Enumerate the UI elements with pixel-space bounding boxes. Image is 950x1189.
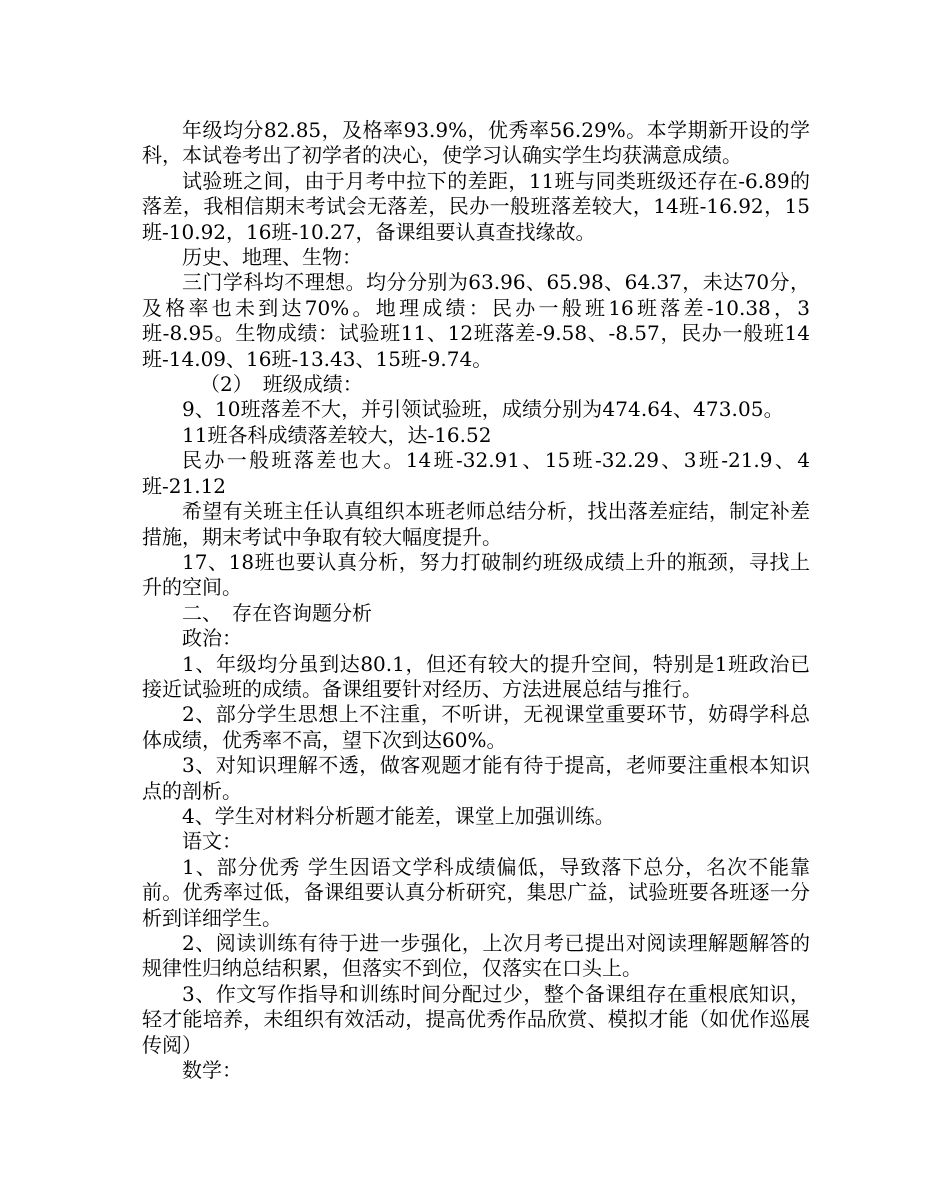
paragraph-politics-3: 3、对知识理解不透，做客观题才能有待于提高，老师要注重根本知识点的剖析。	[142, 753, 810, 803]
heading-math: 数学：	[182, 1058, 242, 1083]
document-body	[142, 118, 810, 1083]
heading-chinese: 语文：	[182, 829, 242, 854]
paragraph-private-classes: 民办一般班落差也大。14班-32.91、15班-32.29、3班-21.9、4班-21.12	[142, 448, 810, 498]
paragraph-experimental-class-gap: 试验班之间，由于月考中拉下的差距，11班与同类班级还存在-6.89的落差，我相信期末考试会无落差，民办一般班落差较大，14班-16.92，15班-10.92，16班-10.27，备课组要认真查找缘故。	[142, 168, 810, 244]
paragraph-chinese-3: 3、作文写作指导和训练时间分配过少，整个备课组存在重根底知识，轻才能培养，未组织有效活动，提高优秀作品欣赏、模拟才能（如优作巡展传阅）	[142, 981, 810, 1057]
paragraph-head-teachers: 希望有关班主任认真组织本班老师总结分析，找出落差症结，制定补差措施，期末考试中争取有较大幅度提升。	[142, 499, 810, 549]
paragraph-politics-2: 2、部分学生思想上不注重，不听讲，无视课堂重要环节，妨碍学科总体成绩，优秀率不高，望下次到达60%。	[142, 702, 810, 752]
paragraph-politics-4: 4、学生对材料分析题才能差，课堂上加强训练。	[182, 803, 615, 828]
paragraph-class-11: 11班各科成绩落差较大，达-16.52	[182, 422, 492, 447]
paragraph-grade-average: 年级均分82.85，及格率93.9%，优秀率56.29%。本学期新开设的学科，本试卷考出了初学者的决心，使学习认确实学生均获满意成绩。	[142, 118, 810, 168]
paragraph-class-17-18: 17、18班也要认真分析，努力打破制约班级成绩上升的瓶颈，寻找上升的空间。	[142, 549, 810, 600]
paragraph-chinese-2: 2、阅读训练有待于进一步强化，上次月考已提出对阅读理解题解答的规律性归纳总结积累，但落实不到位，仅落实在口头上。	[142, 931, 810, 981]
heading-problem-analysis: 二、 存在咨询题分析	[182, 600, 372, 625]
heading-politics: 政治：	[182, 626, 242, 651]
paragraph-class-9-10: 9、10班落差不大，并引领试验班，成绩分别为474.64、473.05。	[182, 397, 784, 422]
heading-history-geography-biology: 历史、地理、生物：	[182, 245, 362, 270]
paragraph-politics-1: 1、年级均分虽到达80.1，但还有较大的提升空间，特别是1班政治已接近试验班的成绩。备课组要针对经历、方法进展总结与推行。	[142, 651, 810, 701]
heading-class-results: （2） 班级成绩：	[200, 372, 363, 397]
paragraph-three-subjects: 三门学科均不理想。均分分别为63.96、65.98、64.37，未达70分，及格率也未到达70%。地理成绩：民办一般班16班落差-10.38，3班-8.95。生物成绩：试验班11、12班落差-9.58、-8.57，民办一般班14班-14.09、16班-13.43、15班-9.74。	[142, 270, 810, 371]
paragraph-chinese-1: 1、部分优秀 学生因语文学科成绩偏低，导致落下总分，名次不能靠前。优秀率过低，备课组要认真分析研究，集思广益，试验班要各班逐一分析到详细学生。	[142, 854, 810, 930]
